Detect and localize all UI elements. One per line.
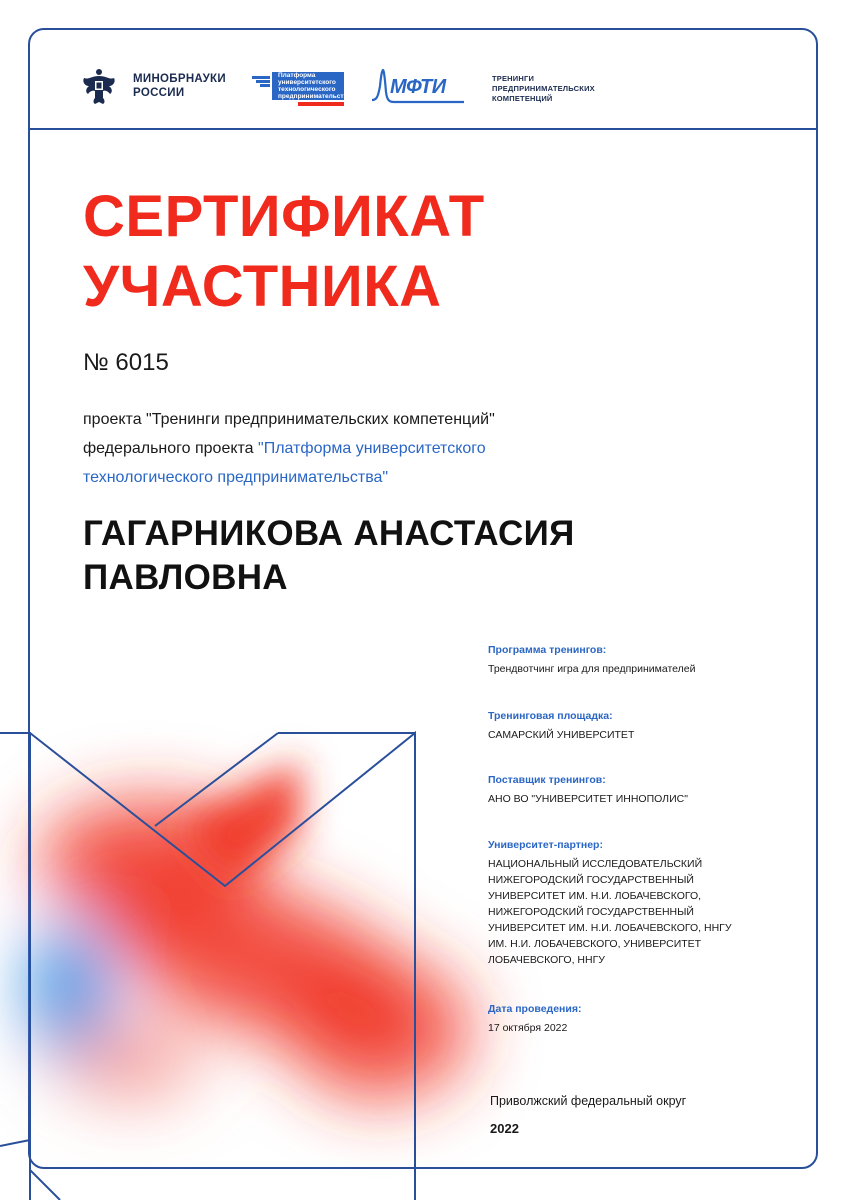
partner-line: НИЖЕГОРОДСКИЙ ГОСУДАРСТВЕННЫЙ [488, 874, 694, 886]
certificate-number: № 6015 [83, 349, 169, 376]
date-block [488, 1002, 808, 1036]
decorative-graphic [0, 700, 560, 1200]
partner-line: НИЖЕГОРОДСКИЙ ГОСУДАРСТВЕННЫЙ [488, 906, 694, 918]
partner-line: ЛОБАЧЕВСКОГО, ННГУ [488, 954, 605, 966]
certificate-year: 2022 [490, 1121, 519, 1136]
partner-line: НАЦИОНАЛЬНЫЙ ИССЛЕДОВАТЕЛЬСКИЙ [488, 858, 703, 870]
trainings-logo-text [492, 74, 595, 104]
program-label: Программа тренингов: [488, 644, 607, 656]
venue-value: САМАРСКИЙ УНИВЕРСИТЕТ [488, 729, 635, 741]
federal-project-name: "Платформа университетского [258, 440, 486, 457]
partner-line: УНИВЕРСИТЕТ ИМ. Н.И. ЛОБАЧЕВСКОГО, [488, 890, 702, 902]
mfti-logo-text: МФТИ [390, 76, 446, 98]
title-line-1: СЕРТИФИКАТ [83, 184, 485, 249]
platform-line-1: Платформа [278, 72, 316, 79]
trainings-line-1: ТРЕНИНГИ [492, 74, 535, 83]
name-line-2: ПАВЛОВНА [83, 558, 288, 597]
platform-line-4: предпринимательства [278, 93, 352, 100]
partner-line: УНИВЕРСИТЕТ ИМ. Н.И. ЛОБАЧЕВСКОГО, ННГУ [488, 922, 732, 934]
provider-block [488, 773, 808, 807]
partner-line: ИМ. Н.И. ЛОБАЧЕВСКОГО, УНИВЕРСИТЕТ [488, 938, 702, 950]
partner-value [488, 856, 808, 968]
title-line-2: УЧАСТНИКА [83, 254, 442, 319]
venue-label: Тренинговая площадка: [488, 710, 613, 722]
project-description [83, 405, 603, 492]
eagle-emblem-icon [78, 66, 120, 108]
project-line-2-prefix: федерального проекта [83, 440, 259, 457]
platform-logo-text [278, 72, 352, 100]
federal-district: Приволжский федеральный округ [490, 1094, 687, 1108]
project-line-2 [83, 434, 603, 463]
program-block [488, 643, 808, 677]
program-value: Трендвотчинг игра для предпринимателей [488, 663, 696, 675]
partner-block [488, 838, 808, 968]
provider-value: АНО ВО "УНИВЕРСИТЕТ ИННОПОЛИС" [488, 793, 688, 805]
header-divider [28, 128, 818, 130]
ministry-logo-text [133, 72, 226, 100]
ministry-line-1: МИНОБРНАУКИ [133, 73, 226, 85]
platform-line-2: университетского [278, 79, 336, 86]
venue-block [488, 709, 808, 743]
platform-line-3: технологического [278, 86, 336, 93]
certificate-title [83, 182, 485, 322]
date-value: 17 октября 2022 [488, 1022, 568, 1034]
partner-label: Университет-партнер: [488, 839, 603, 851]
ministry-line-2: РОССИИ [133, 87, 185, 99]
project-line-3: технологического предпринимательства" [83, 469, 389, 486]
name-line-1: ГАГАРНИКОВА АНАСТАСИЯ [83, 514, 575, 553]
participant-name [83, 512, 723, 600]
trainings-line-3: КОМПЕТЕНЦИЙ [492, 94, 553, 103]
trainings-line-2: ПРЕДПРИНИМАТЕЛЬСКИХ [492, 84, 595, 93]
project-line-1: проекта "Тренинги предпринимательских компетенций" [83, 411, 495, 428]
date-label: Дата проведения: [488, 1003, 582, 1015]
header-logos [78, 62, 778, 112]
provider-label: Поставщик тренингов: [488, 774, 606, 786]
